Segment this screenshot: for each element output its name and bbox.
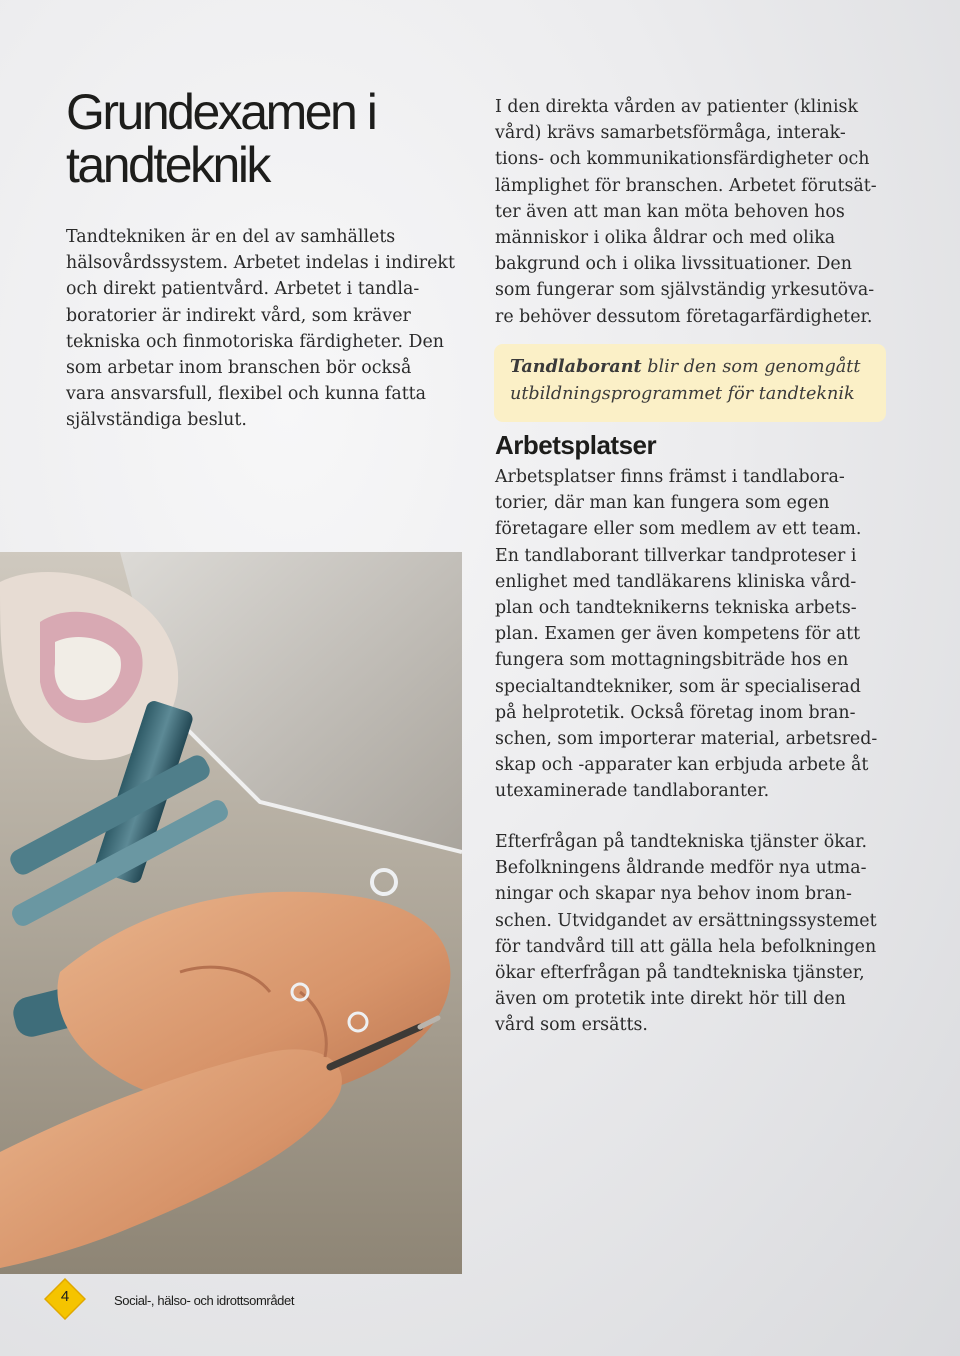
text-line: ökar efterfrågan på tandtekniska tjänster, (495, 963, 865, 984)
intro-paragraph (66, 224, 455, 434)
text-line: ningar och skapar nya behov inom bran- (495, 884, 852, 905)
workplaces-heading: Arbetsplatser (495, 430, 657, 460)
text-line: för tandvård till att gälla hela befolkningen (495, 936, 877, 957)
text-line: En tandlaborant tillverkar tandproteser i (495, 545, 857, 566)
text-line: tions- och kommunikationsfärdigheter och (495, 149, 870, 170)
workplaces-paragraph (495, 464, 895, 805)
text-line: och direkt patientvård. Arbetet i tandla- (66, 279, 420, 300)
clinical-care-paragraph (495, 94, 895, 330)
title-line: Grundexamen i (66, 84, 376, 140)
demand-paragraph (495, 829, 895, 1039)
callout-text (510, 353, 860, 408)
text-line: vård som ersätts. (495, 1015, 648, 1036)
text-line: plan och tandteknikerns tekniska arbets- (495, 598, 857, 619)
definition-callout (494, 344, 886, 422)
text-line: plan. Examen ger även kompetens för att (495, 624, 861, 645)
text-line: ter även att man kan möta behoven hos (495, 201, 845, 222)
text-line: Befolkningens åldrande medför nya utma- (495, 858, 867, 879)
text-line: re behöver dessutom företagarfärdigheter. (495, 306, 873, 327)
text-line: vara ansvarsfull, flexibel och kunna fatta (66, 384, 427, 405)
text-line: som arbetar inom branschen bör också (66, 358, 412, 379)
text-line: Efterfrågan på tandtekniska tjänster ökar. (495, 832, 868, 852)
callout-line (510, 353, 860, 381)
text-line: hälsovårdssystem. Arbetet indelas i indirekt (66, 253, 455, 274)
text-line: enlighet med tandläkarens kliniska vård- (495, 571, 857, 592)
text-line: bakgrund och i olika livssituationer. Den (495, 254, 852, 275)
page-number: 4 (60, 1288, 70, 1305)
text-line: utexaminerade tandlaboranter. (495, 781, 770, 802)
callout-line: utbildningsprogrammet för tandteknik (510, 384, 855, 404)
text-line: torier, där man kan fungera som egen (495, 493, 830, 514)
title-line: tandteknik (66, 137, 269, 193)
text-line: självständiga beslut. (66, 410, 247, 431)
text-line: på helprotetik. Också företag inom bran- (495, 702, 856, 723)
text-line: lämplighet för branschen. Arbetet förutsät- (495, 175, 877, 196)
text-line: specialtandtekniker, som är specialiserad (495, 676, 861, 697)
text-line: fungera som mottagningsbiträde hos en (495, 650, 849, 671)
text-line: I den direkta vården av patienter (klinisk (495, 97, 858, 117)
page-title (66, 86, 446, 192)
text-line: vård) krävs samarbetsförmåga, interak- (495, 123, 846, 144)
footer-section-label: Social-, hälso- och idrottsområdet (114, 1293, 295, 1308)
text-line: tekniska och finmotoriska färdigheter. Den (66, 331, 444, 352)
callout-term: Tandlaborant (510, 356, 642, 377)
text-line: schen, som importerar material, arbetsred- (495, 729, 878, 750)
text-line: schen. Utvidgandet av ersättningssystemet (495, 910, 877, 931)
text-line: människor i olika åldrar och med olika (495, 228, 836, 249)
text-line: även om protetik inte direkt hör till den (495, 989, 846, 1010)
text-line: Tandtekniken är en del av samhällets (66, 227, 396, 247)
dental-lab-photo (0, 552, 462, 1274)
text-line: skap och -apparater kan erbjuda arbete åt (495, 755, 869, 776)
text-line: Arbetsplatser finns främst i tandlabora- (495, 467, 845, 487)
callout-line-rest: blir den som genomgått (641, 357, 861, 377)
text-line: företagare eller som medlem av ett team. (495, 519, 862, 540)
photo-illustration (0, 552, 462, 1274)
text-line: boratorier är indirekt vård, som kräver (66, 305, 411, 326)
text-line: som fungerar som självständig yrkesutöva- (495, 280, 875, 301)
